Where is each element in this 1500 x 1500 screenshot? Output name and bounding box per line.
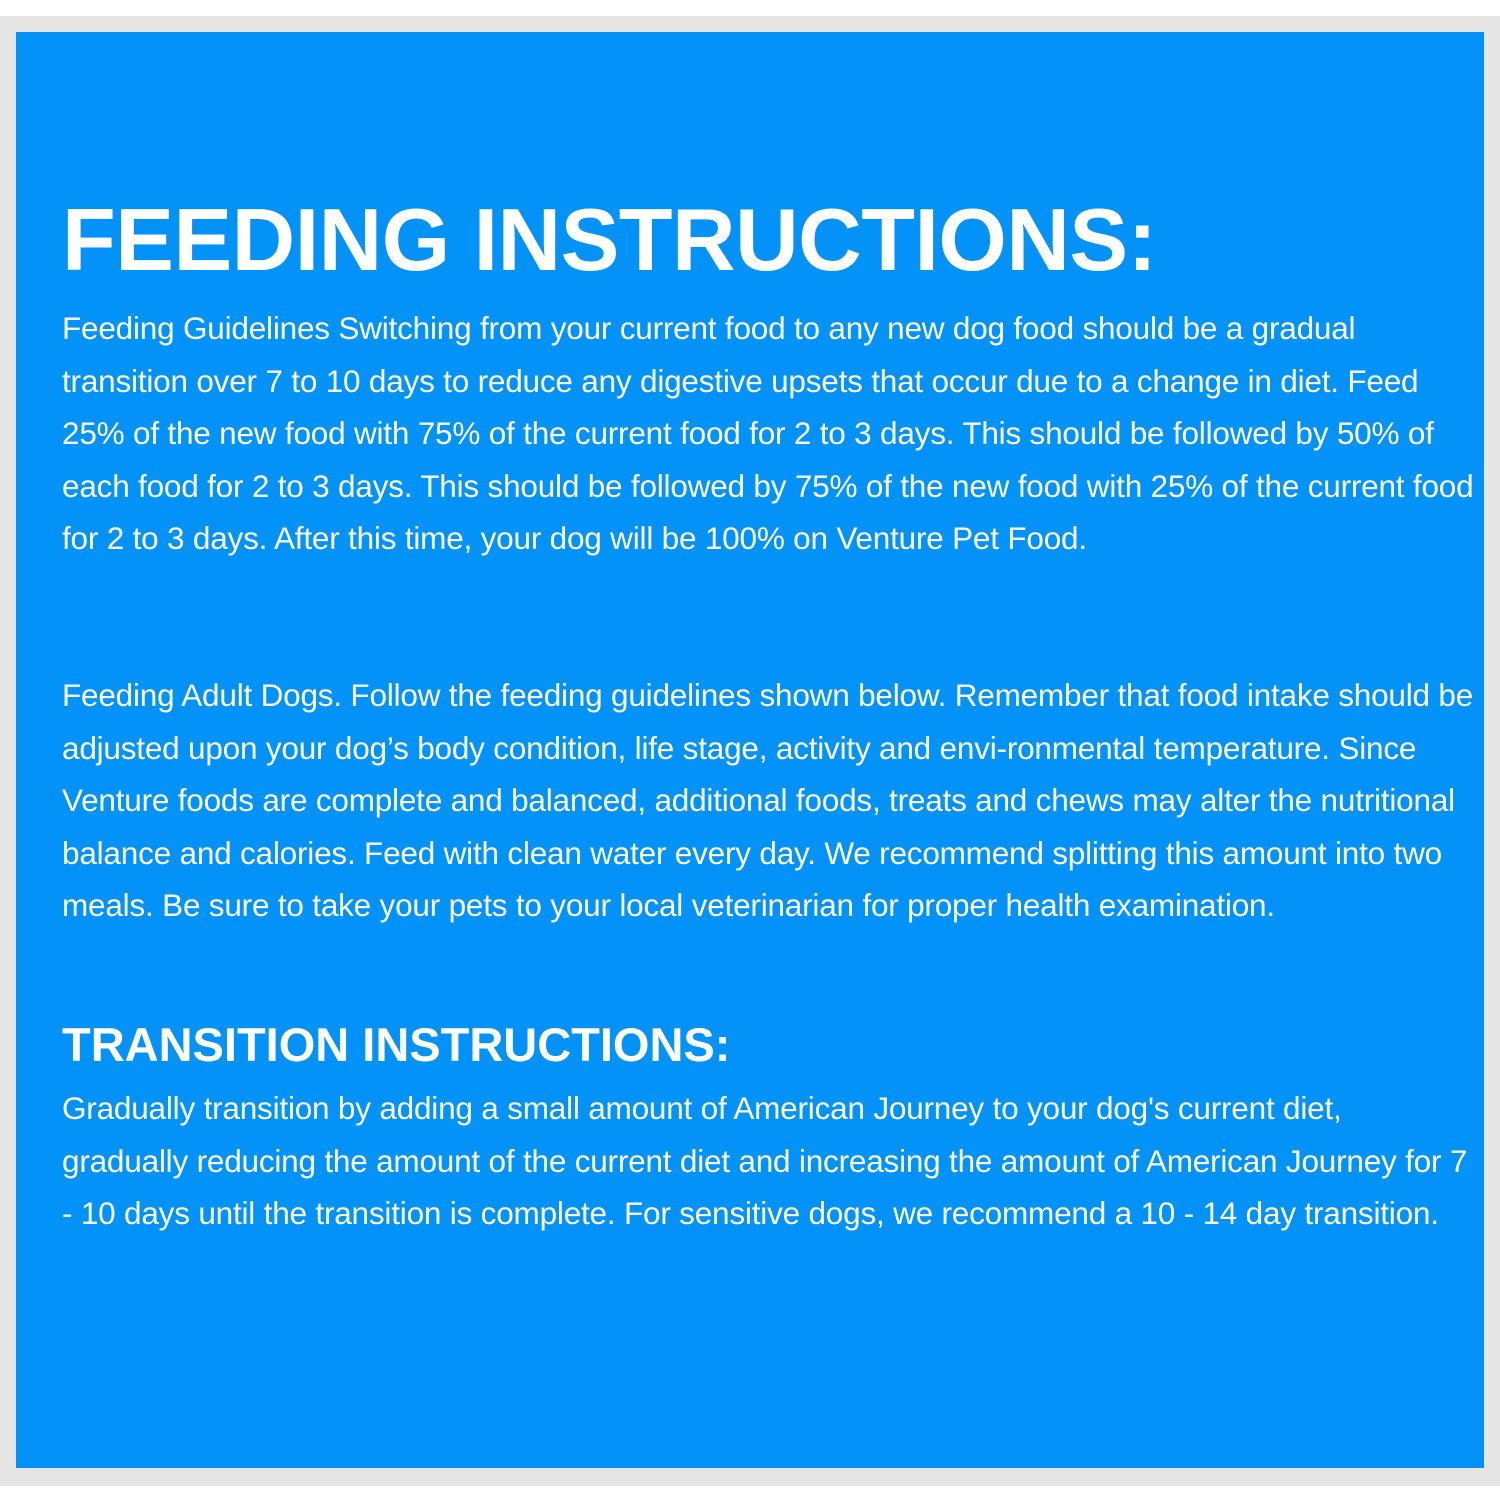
transition-instructions-title: TRANSITION INSTRUCTIONS: xyxy=(62,1018,731,1071)
instructions-panel xyxy=(16,32,1484,1468)
feeding-guidelines-paragraph: Feeding Guidelines Switching from your current food to any new dog food should be a gradual transition over 7 to 10 days to reduce any digestive upsets that occur due to a change in diet. Feed 25% of the new food with 75% of the current food for 2 to 3 days. This should be followed by 50% of each food for 2 to 3 days. This should be followed by 75% of the new food with 25% of the current food for 2 to 3 days. After this time, your dog will be 100% on Venture Pet Food. xyxy=(62,310,1474,557)
transition-instructions-paragraph: Gradually transition by adding a small amount of American Journey to your dog's current diet, gradually reducing the amount of the current diet and increasing the amount of American Journey for 7 - 10 days until the transition is complete. For sensitive dogs, we recommend a 10 - 14 day transition. xyxy=(62,1090,1468,1232)
feeding-instructions-title: FEEDING INSTRUCTIONS: xyxy=(62,190,1157,289)
feeding-adult-dogs-paragraph: Feeding Adult Dogs. Follow the feeding guidelines shown below. Remember that food intake should be adjusted upon your dog’s body condition, life stage, activity and envi-ronmental temperature. Since Venture foods are complete and balanced, additional foods, treats and chews may alter the nutritional balance and calories. Feed with clean water every day. We recommend splitting this amount into two meals. Be sure to take your pets to your local veterinarian for proper health examination. xyxy=(62,677,1474,924)
